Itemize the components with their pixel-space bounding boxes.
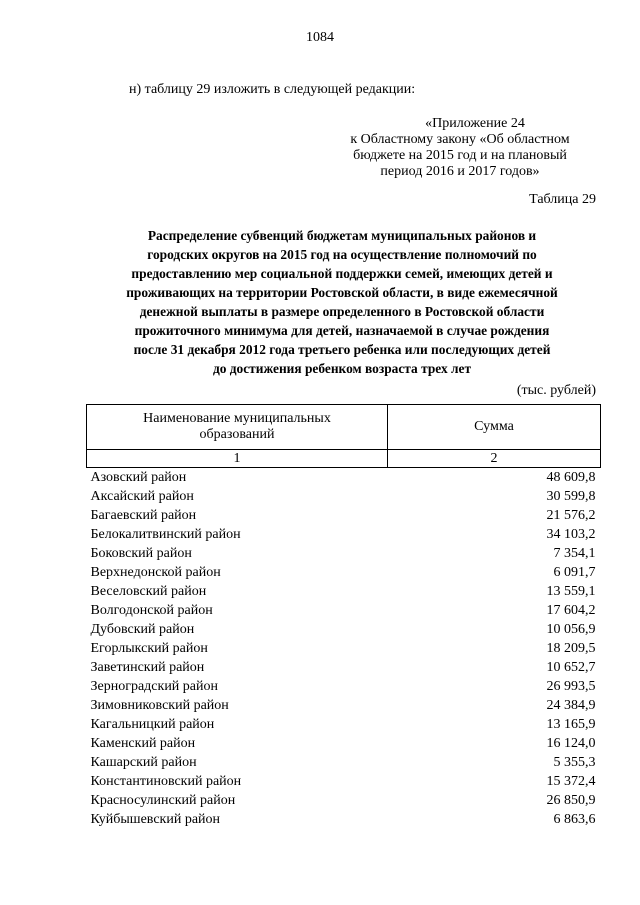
- amount: 6 863,6: [553, 812, 596, 827]
- district-name: Верхнедонской район: [90, 565, 221, 580]
- amount: 18 209,5: [546, 641, 596, 656]
- table-row: [87, 734, 601, 753]
- table-row: [87, 791, 601, 810]
- district-name: Дубовский район: [90, 622, 195, 637]
- title-line: проживающих на территории Ростовской области, в виде ежемесячной: [126, 285, 558, 300]
- district-name: Боковский район: [90, 546, 192, 561]
- subvention-table: [86, 404, 601, 829]
- district-name: Волгодонской район: [90, 603, 213, 618]
- table-row: [87, 468, 601, 488]
- district-name: Азовский район: [90, 470, 187, 485]
- amount: 13 165,9: [546, 717, 596, 732]
- table-row: [87, 677, 601, 696]
- district-name: Белокалитвинский район: [90, 527, 241, 542]
- header-name: [87, 405, 388, 450]
- header-name-line: Наименование муниципальных: [143, 411, 331, 426]
- table-row: [87, 753, 601, 772]
- appendix-reference: [320, 116, 600, 180]
- amount: 5 355,3: [553, 755, 596, 770]
- amount: 21 576,2: [546, 508, 596, 523]
- amount: 34 103,2: [546, 527, 596, 542]
- title-line: предоставлению мер социальной поддержки семей, имеющих детей и: [131, 266, 553, 281]
- units-label: (тыс. рублей): [516, 383, 596, 398]
- amount: 30 599,8: [546, 489, 596, 504]
- page-number: 1084: [306, 30, 334, 45]
- table-label: Таблица 29: [529, 192, 596, 207]
- title-line: до достижения ребенком возраста трех лет: [212, 361, 472, 376]
- table-row: [87, 696, 601, 715]
- amount: 26 993,5: [546, 679, 596, 694]
- header-sum: Сумма: [388, 405, 601, 450]
- district-name: Каменский район: [90, 736, 196, 751]
- table-header-row: [87, 405, 601, 450]
- appendix-line: период 2016 и 2017 годов»: [380, 164, 540, 179]
- amount: 7 354,1: [553, 546, 596, 561]
- district-name: Веселовский район: [90, 584, 207, 599]
- district-name: Константиновский район: [90, 774, 242, 789]
- table-row: [87, 715, 601, 734]
- table-row: [87, 620, 601, 639]
- table-row: [87, 525, 601, 544]
- district-name: Куйбышевский район: [90, 812, 221, 827]
- district-name: Заветинский район: [90, 660, 205, 675]
- amount: 26 850,9: [546, 793, 596, 808]
- column-number: 2: [388, 450, 601, 468]
- table-row: [87, 544, 601, 563]
- title-line: после 31 декабря 2012 года третьего ребенка или последующих детей: [133, 342, 551, 357]
- district-name: Красносулинский район: [90, 793, 236, 808]
- amount: 6 091,7: [553, 565, 596, 580]
- district-name: Кагальницкий район: [90, 717, 215, 732]
- table-row: [87, 487, 601, 506]
- appendix-line: к Областному закону «Об областном: [350, 132, 570, 147]
- amount: 10 056,9: [546, 622, 596, 637]
- amount: 13 559,1: [546, 584, 596, 599]
- table-row: [87, 639, 601, 658]
- district-name: Зерноградский район: [90, 679, 218, 694]
- appendix-line: бюджете на 2015 год и на плановый: [353, 148, 567, 163]
- table-row: [87, 772, 601, 791]
- amount: 16 124,0: [546, 736, 596, 751]
- column-number-row: [87, 450, 601, 468]
- title-line: городских округов на 2015 год на осуществление полномочий по: [147, 247, 537, 262]
- document-title: [95, 226, 589, 378]
- table-row: [87, 563, 601, 582]
- district-name: Багаевский район: [90, 508, 197, 523]
- amount: 24 384,9: [546, 698, 596, 713]
- title-line: прожиточного минимума для детей, назначаемой в случае рождения: [134, 323, 550, 338]
- amount: 15 372,4: [546, 774, 596, 789]
- district-name: Зимовниковский район: [90, 698, 229, 713]
- table-row: [87, 658, 601, 677]
- title-line: денежной выплаты в размере определенного в Ростовской области: [139, 304, 545, 319]
- table-row: [87, 810, 601, 829]
- table-row: [87, 506, 601, 525]
- title-line: Распределение субвенций бюджетам муниципальных районов и: [147, 228, 537, 243]
- amount: 10 652,7: [546, 660, 596, 675]
- district-name: Егорлыкский район: [90, 641, 208, 656]
- amount: 17 604,2: [546, 603, 596, 618]
- district-name: Аксайский район: [90, 489, 194, 504]
- table-row: [87, 601, 601, 620]
- district-name: Кашарский район: [90, 755, 197, 770]
- column-number: 1: [87, 450, 388, 468]
- amount: 48 609,8: [546, 470, 596, 485]
- table-row: [87, 582, 601, 601]
- header-name-line: образований: [199, 427, 275, 442]
- appendix-title: «Приложение 24: [425, 116, 525, 131]
- instruction-text: н) таблицу 29 изложить в следующей редакции:: [129, 82, 416, 97]
